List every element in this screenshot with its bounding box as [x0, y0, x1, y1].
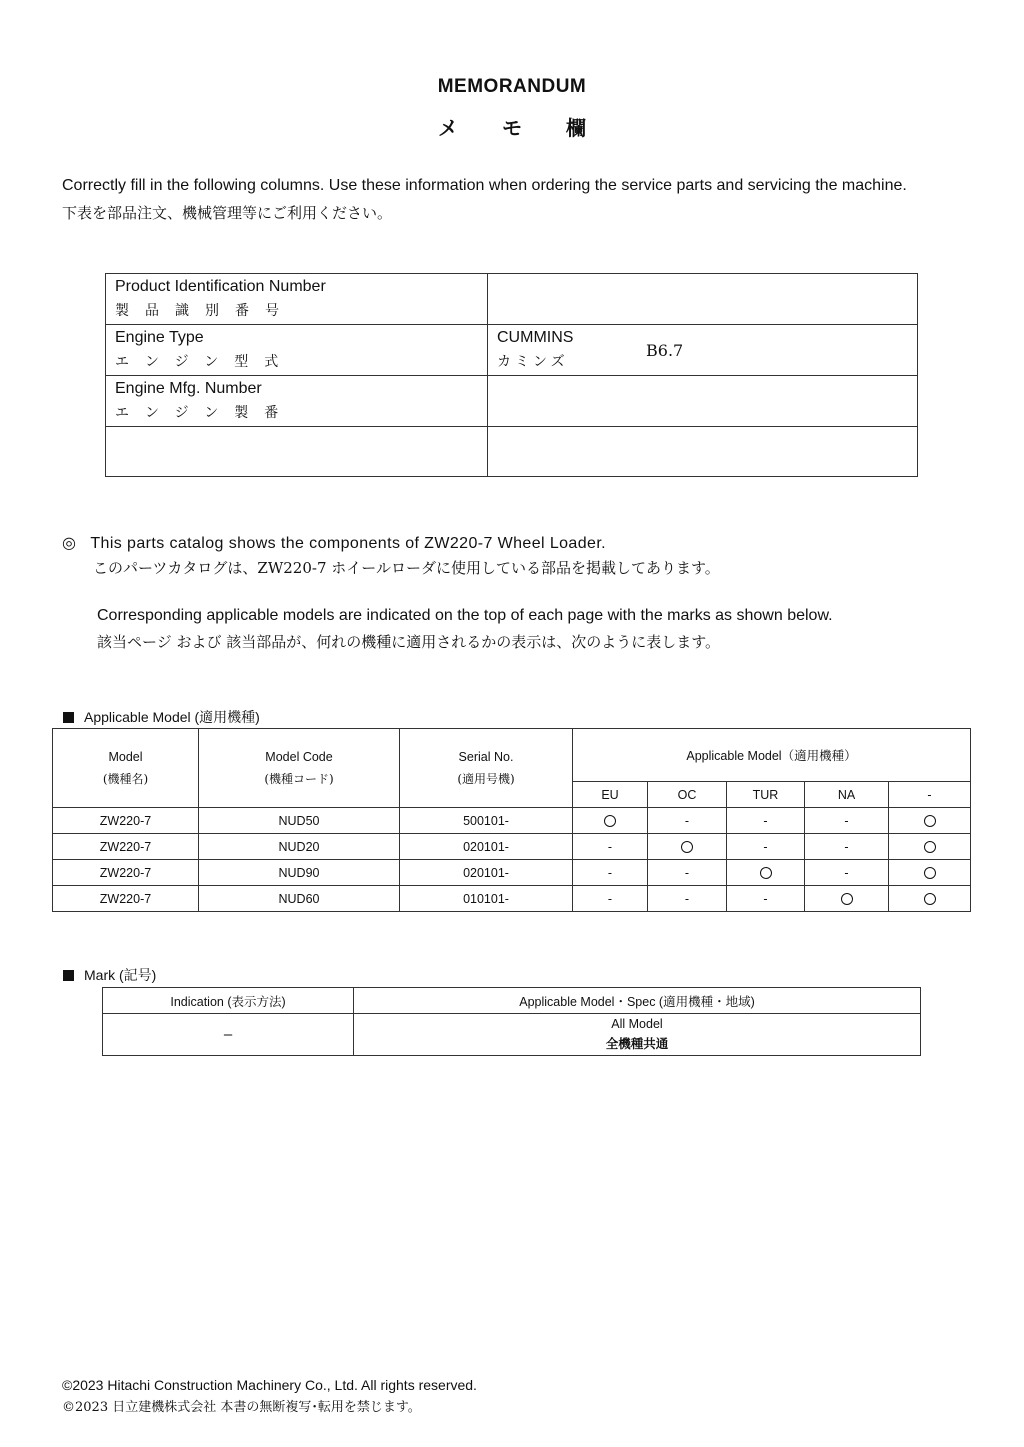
- id-label-cell: [106, 376, 488, 427]
- applicable-mark-cell: [889, 808, 971, 834]
- id-value-cell[interactable]: [488, 376, 918, 427]
- square-bullet-icon: [63, 970, 74, 981]
- circle-mark-icon: [760, 867, 772, 879]
- circle-mark-icon: [924, 841, 936, 853]
- cell-serial: 020101-: [400, 860, 573, 886]
- id-value-cell[interactable]: [488, 325, 918, 376]
- applicable-model-heading-text: Applicable Model (適用機種): [84, 709, 260, 725]
- id-value-cell[interactable]: [488, 427, 918, 477]
- cell-code: NUD50: [199, 808, 400, 834]
- cell-serial: 500101-: [400, 808, 573, 834]
- id-label-jp: 製品識別番号: [115, 303, 295, 319]
- applicable-mark-cell: [648, 834, 727, 860]
- applicable-note-jp: 該当ページ および 該当部品が、何れの機種に適用されるかの表示は、次のように表します。: [97, 633, 721, 651]
- table-header-row: [53, 729, 971, 782]
- applicable-mark-cell: [805, 886, 889, 912]
- applicable-model-table: [52, 728, 971, 912]
- mark-indication: –: [103, 1014, 354, 1056]
- id-row-blank: [106, 427, 918, 477]
- table-row: [53, 860, 971, 886]
- id-row-product: [106, 274, 918, 325]
- table-row: [53, 886, 971, 912]
- circle-mark-icon: [841, 893, 853, 905]
- engine-maker-en: CUMMINS: [497, 329, 574, 346]
- header-model-code: [199, 729, 400, 808]
- not-applicable-mark: -: [805, 808, 889, 834]
- mark-header-row: [103, 988, 921, 1014]
- circle-mark-icon: [924, 893, 936, 905]
- not-applicable-mark: -: [573, 860, 648, 886]
- id-label-cell[interactable]: [106, 427, 488, 477]
- id-label-cell: [106, 274, 488, 325]
- applicable-mark-cell: [573, 808, 648, 834]
- catalog-note-text: This parts catalog shows the components of ZW220-7 Wheel Loader.: [90, 535, 607, 552]
- header-code-en: Model Code: [265, 749, 333, 764]
- catalog-note-jp: このパーツカタログは、ZW220-7 ホイールローダに使用している部品を掲載してあります。: [93, 559, 720, 577]
- id-row-engine-mfg: [106, 376, 918, 427]
- header-code-jp: (機種コード): [264, 771, 334, 786]
- cell-model: ZW220-7: [53, 834, 199, 860]
- id-label-jp: エンジン型式: [115, 354, 295, 370]
- circle-mark-icon: [681, 841, 693, 853]
- cell-code: NUD90: [199, 860, 400, 886]
- page-title-jp: メモ欄: [438, 118, 630, 140]
- id-label-en: Engine Mfg. Number: [115, 380, 262, 397]
- not-applicable-mark: -: [805, 860, 889, 886]
- id-label-en: Engine Type: [115, 329, 204, 346]
- header-applicable: Applicable Model（適用機種）: [573, 729, 971, 782]
- id-value-cell[interactable]: [488, 274, 918, 325]
- not-applicable-mark: -: [648, 886, 727, 912]
- applicable-note: Corresponding applicable models are indicated on the top of each page with the marks as shown below.: [97, 607, 833, 624]
- applicable-mark-cell: [889, 834, 971, 860]
- mark-row: [103, 1014, 921, 1056]
- catalog-note: [62, 533, 606, 553]
- header-region: OC: [648, 782, 727, 808]
- mark-all-model-jp: 全機種共通: [605, 1037, 669, 1051]
- header-model: [53, 729, 199, 808]
- cell-model: ZW220-7: [53, 886, 199, 912]
- copyright: ©2023 Hitachi Construction Machinery Co., Ltd. All rights reserved.: [62, 1377, 477, 1393]
- cell-code: NUD60: [199, 886, 400, 912]
- mark-heading: [63, 965, 156, 985]
- page-title: MEMORANDUM: [437, 76, 587, 97]
- mark-header-indication: Indication (表示方法): [103, 988, 354, 1014]
- mark-all-model: All Model: [611, 1017, 663, 1031]
- square-bullet-icon: [63, 712, 74, 723]
- cell-serial: 010101-: [400, 886, 573, 912]
- not-applicable-mark: -: [727, 808, 805, 834]
- header-serial: [400, 729, 573, 808]
- not-applicable-mark: -: [648, 860, 727, 886]
- mark-table: [102, 987, 921, 1056]
- applicable-mark-cell: [727, 860, 805, 886]
- copyright-jp: ©2023 日立建機株式会社 本書の無断複写･転用を禁じます。: [62, 1400, 421, 1415]
- header-region: -: [889, 782, 971, 808]
- not-applicable-mark: -: [573, 886, 648, 912]
- not-applicable-mark: -: [805, 834, 889, 860]
- engine-model: B6.7: [646, 341, 684, 360]
- applicable-model-heading: [63, 707, 260, 727]
- header-model-en: Model: [108, 749, 143, 764]
- header-region: EU: [573, 782, 648, 808]
- not-applicable-mark: -: [573, 834, 648, 860]
- id-row-engine-type: [106, 325, 918, 376]
- id-label-en: Product Identification Number: [115, 278, 326, 295]
- cell-serial: 020101-: [400, 834, 573, 860]
- engine-maker-jp: カミンズ: [497, 354, 569, 370]
- cell-code: NUD20: [199, 834, 400, 860]
- not-applicable-mark: -: [727, 886, 805, 912]
- id-label-cell: [106, 325, 488, 376]
- applicable-mark-cell: [889, 860, 971, 886]
- applicable-mark-cell: [889, 886, 971, 912]
- header-serial-en: Serial No.: [458, 749, 514, 764]
- mark-header-applicable: Applicable Model・Spec (適用機種・地域): [354, 988, 921, 1014]
- id-label-jp: エンジン製番: [115, 405, 295, 421]
- cell-model: ZW220-7: [53, 860, 199, 886]
- not-applicable-mark: -: [648, 808, 727, 834]
- table-row: [53, 834, 971, 860]
- mark-applicable-cell: [354, 1014, 921, 1056]
- intro-text-jp: 下表を部品注文、機械管理等にご利用ください。: [62, 204, 393, 222]
- identification-table: [105, 273, 918, 477]
- header-serial-jp: (適用号機): [457, 771, 515, 786]
- circle-mark-icon: [924, 867, 936, 879]
- table-row: [53, 808, 971, 834]
- header-region: NA: [805, 782, 889, 808]
- circle-mark-icon: [924, 815, 936, 827]
- header-region: TUR: [727, 782, 805, 808]
- double-circle-icon: ◎: [62, 535, 77, 552]
- cell-model: ZW220-7: [53, 808, 199, 834]
- mark-heading-text: Mark (記号): [84, 967, 157, 983]
- circle-mark-icon: [604, 815, 616, 827]
- header-model-jp: (機種名): [102, 771, 149, 786]
- intro-text: Correctly fill in the following columns. Use these information when ordering the service parts and servicing the machine.: [62, 177, 907, 194]
- not-applicable-mark: -: [727, 834, 805, 860]
